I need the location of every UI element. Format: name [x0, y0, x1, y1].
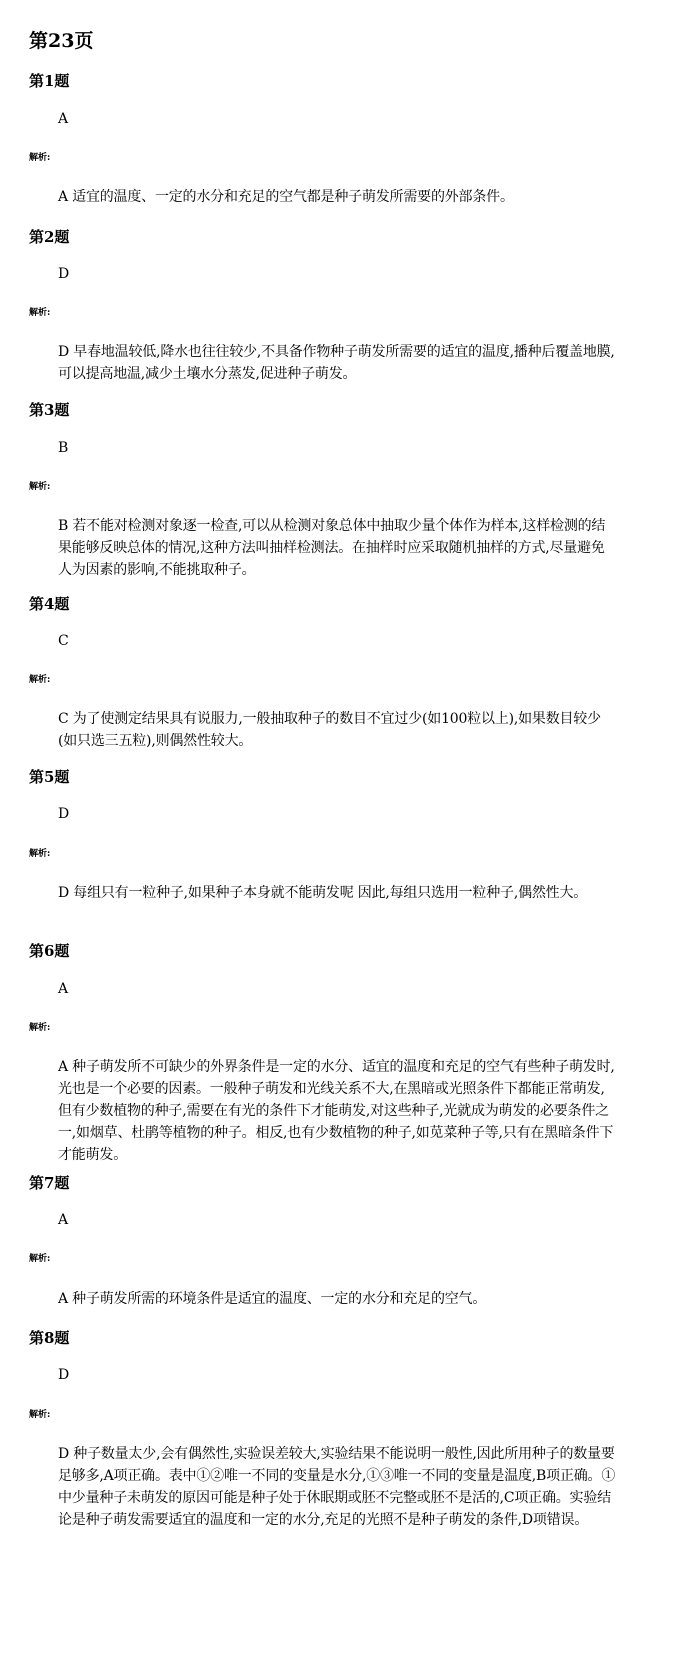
explanation-label: 解析:: [29, 849, 51, 859]
question-title: 第4题: [29, 595, 70, 613]
answer-value: A: [58, 1212, 69, 1228]
explanation-label: 解析:: [29, 153, 51, 163]
explanation-text: A 适宜的温度、一定的水分和充足的空气都是种子萌发所需要的外部条件。: [58, 189, 514, 205]
explanation-text: A 种子萌发所不可缺少的外界条件是一定的水分、适宜的温度和充足的空气有些种子萌发时,光也是一个必要的因素。一般种子萌发和光线关系不大,在黑暗或光照条件下都能正常萌发,但有少数植物的种子,需要在有光的条件下才能萌发,对这些种子,光就成为萌发的必要条件之一,如烟草、杜鹃等植物的种子。相反,也有少数植物的种子,如苋菜种子等,只有在黑暗条件下才能萌发。: [58, 1059, 615, 1163]
question-title: 第3题: [29, 401, 70, 419]
explanation-text: A 种子萌发所需的环境条件是适宜的温度、一定的水分和充足的空气。: [58, 1291, 487, 1307]
page-title: 第23页: [29, 30, 94, 52]
question-title: 第7题: [29, 1174, 70, 1192]
explanation-label: 解析:: [29, 675, 51, 685]
question-title: 第8题: [29, 1329, 70, 1347]
answer-value: D: [58, 806, 70, 822]
explanation-label: 解析:: [29, 308, 51, 318]
explanation-label: 解析:: [29, 482, 51, 492]
explanation-text: D 每组只有一粒种子,如果种子本身就不能萌发呢 因此,每组只选用一粒种子,偶然性大。: [58, 885, 588, 901]
explanation-label: 解析:: [29, 1254, 51, 1264]
answer-value: A: [58, 981, 69, 997]
answer-value: D: [58, 266, 70, 282]
explanation-label: 解析:: [29, 1023, 51, 1033]
question-title: 第5题: [29, 768, 70, 786]
question-title: 第6题: [29, 942, 70, 960]
explanation-text: C 为了使测定结果具有说服力,一般抽取种子的数目不宜过少(如100粒以上),如果数目较少(如只选三五粒),则偶然性较大。: [58, 711, 601, 749]
explanation-text: D 种子数量太少,会有偶然性,实验误差较大,实验结果不能说明一般性,因此所用种子的数量要足够多,A项正确。表中①②唯一不同的变量是水分,①③唯一不同的变量是温度,B项正确。①中少量种子未萌发的原因可能是种子处于休眠期或胚不完整或胚不是活的,C项正确。实验结论是种子萌发需要适宜的温度和一定的水分,充足的光照不是种子萌发的条件,D项错误。: [58, 1446, 616, 1528]
explanation-text: B 若不能对检测对象逐一检查,可以从检测对象总体中抽取少量个体作为样本,这样检测的结果能够反映总体的情况,这种方法叫抽样检测法。在抽样时应采取随机抽样的方式,尽量避免人为因素的影响,不能挑取种子。: [58, 518, 606, 578]
explanation-label: 解析:: [29, 1410, 51, 1420]
answer-value: C: [58, 633, 69, 649]
answer-value: B: [58, 440, 69, 456]
answer-value: A: [58, 111, 69, 127]
question-title: 第1题: [29, 72, 70, 90]
answer-value: D: [58, 1367, 70, 1383]
question-title: 第2题: [29, 228, 70, 246]
explanation-text: D 早春地温较低,降水也往往较少,不具备作物种子萌发所需要的适宜的温度,播种后覆盖地膜,可以提高地温,减少土壤水分蒸发,促进种子萌发。: [58, 344, 615, 382]
